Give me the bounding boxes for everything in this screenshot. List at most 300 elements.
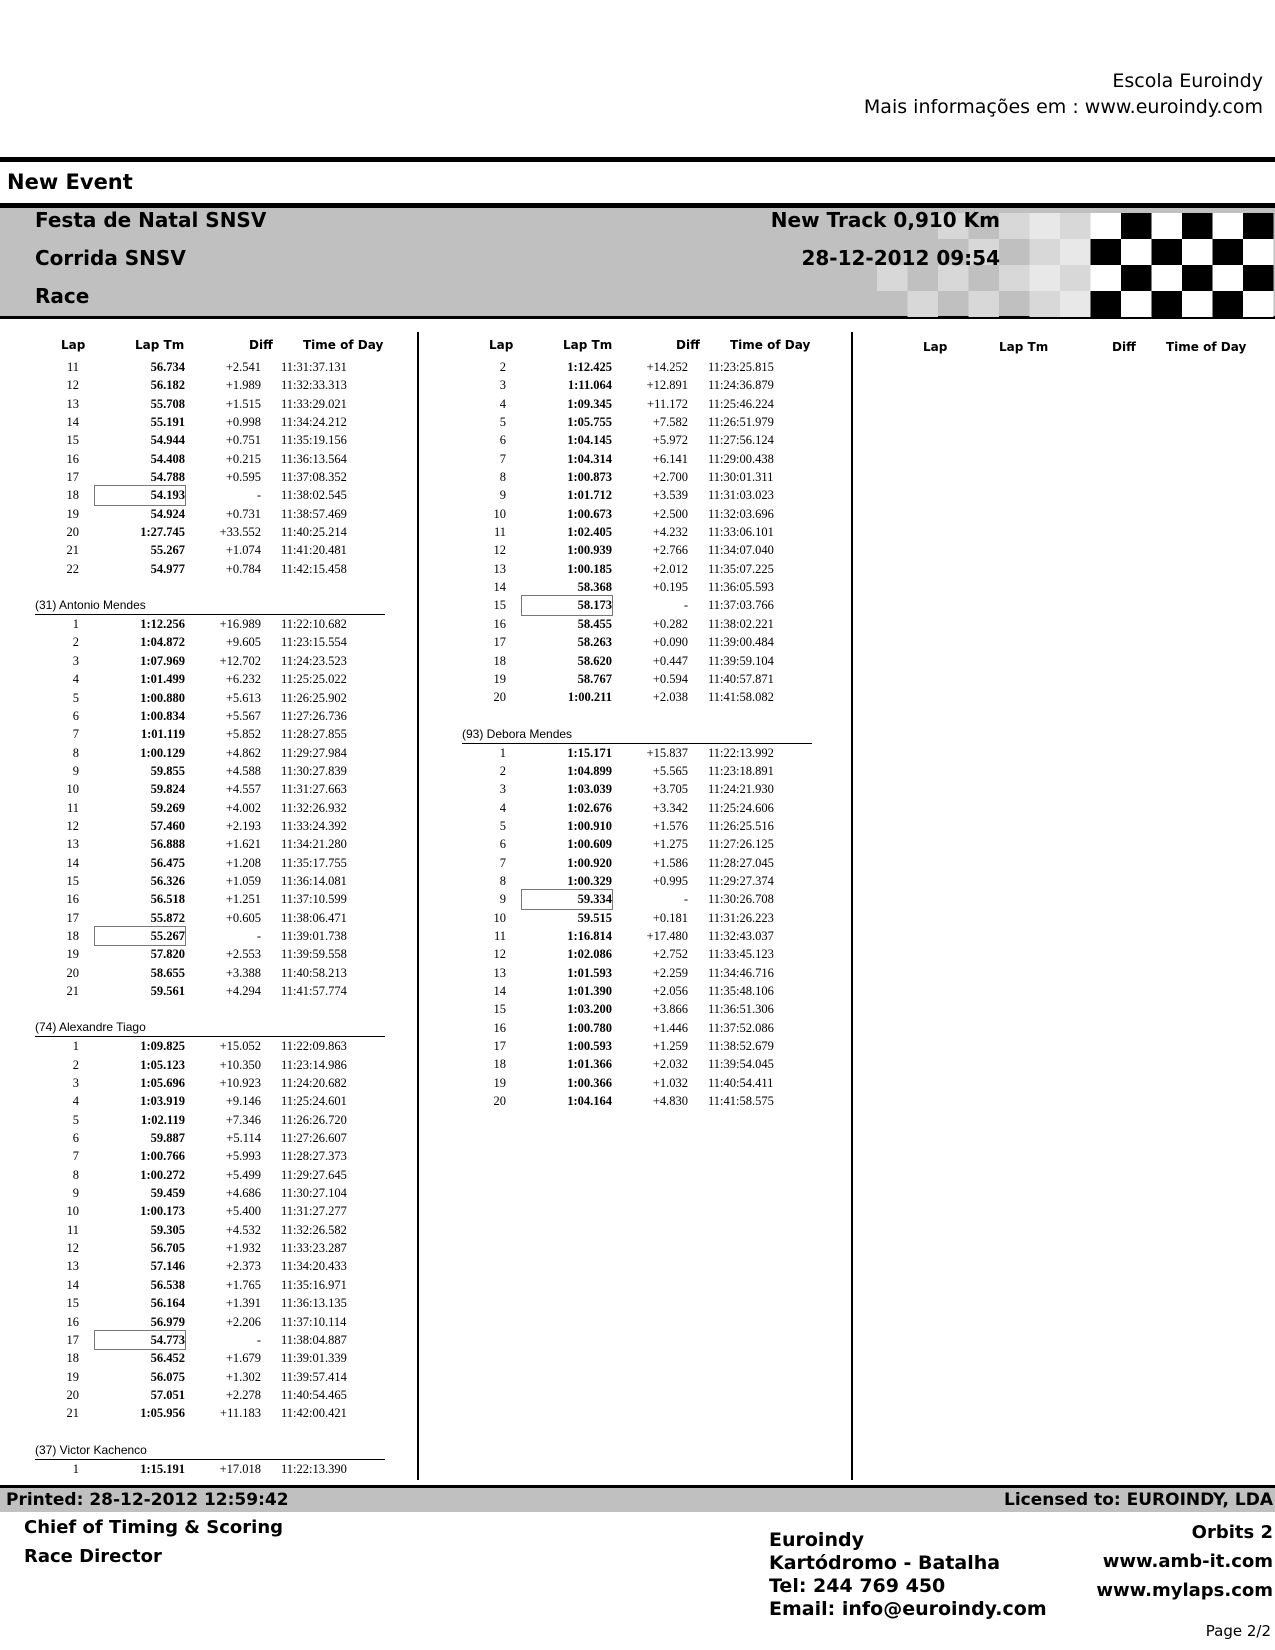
- lap-number: 16: [66, 892, 79, 907]
- lap-time: 1:00.129: [140, 745, 185, 760]
- lap-row: [35, 890, 385, 908]
- lap-row: [462, 505, 812, 523]
- lap-time: 59.561: [150, 984, 185, 998]
- lap-number: 11: [66, 1222, 79, 1237]
- lap-diff: -: [256, 928, 261, 943]
- lap-diff: +1.989: [225, 378, 261, 393]
- lap-row: [35, 1257, 385, 1275]
- lap-diff: +2.373: [225, 1259, 261, 1274]
- time-of-day: 11:36:05.593: [708, 580, 774, 595]
- lap-time: 1:00.780: [567, 1020, 612, 1035]
- lap-time: 1:01.366: [567, 1057, 612, 1072]
- lap-time: 1:16.814: [567, 928, 612, 943]
- lap-time: 54.193: [95, 486, 185, 504]
- lap-row: [35, 1202, 385, 1220]
- lap-diff: +15.052: [219, 1039, 261, 1054]
- lap-diff: +1.259: [652, 1039, 688, 1054]
- lap-number: 7: [499, 451, 506, 466]
- lap-row: [35, 1056, 385, 1074]
- license-info: Licensed to: EUROINDY, LDA: [1004, 1490, 1273, 1510]
- lap-number: 15: [66, 873, 79, 888]
- checker-square: [1182, 291, 1213, 317]
- venue-info: [769, 1529, 1047, 1621]
- lap-diff: -: [256, 1332, 261, 1347]
- event-datetime: 28-12-2012 09:54: [801, 246, 1000, 270]
- lap-number: 2: [499, 360, 506, 374]
- lap-time: 1:05.696: [140, 1076, 185, 1091]
- best-lap-row: [462, 890, 812, 908]
- lap-number: 1: [72, 617, 79, 632]
- lap-row: [35, 523, 385, 541]
- time-of-day: 11:40:54.465: [281, 1387, 347, 1402]
- checker-square: [1060, 239, 1091, 265]
- lap-number: 6: [72, 1131, 79, 1146]
- lap-diff: -: [256, 488, 261, 503]
- lap-diff: +4.294: [225, 984, 261, 998]
- lap-diff: +1.208: [225, 855, 261, 870]
- lap-time: 57.051: [150, 1387, 185, 1402]
- lap-diff: +10.350: [219, 1057, 261, 1072]
- lap-time: 1:03.039: [567, 782, 612, 797]
- lap-number: 2: [499, 763, 506, 778]
- lap-number: 18: [66, 488, 79, 503]
- lap-number: 16: [493, 616, 506, 631]
- event-title: New Event: [7, 170, 133, 194]
- lap-number: 13: [493, 965, 506, 980]
- lap-number: 9: [72, 763, 79, 778]
- lap-diff: +5.613: [225, 690, 261, 705]
- checker-square: [1091, 291, 1122, 317]
- time-of-day: 11:27:26.736: [281, 708, 347, 723]
- checker-square: [1121, 213, 1152, 239]
- lap-number: 15: [66, 1296, 79, 1311]
- lap-time: 56.475: [150, 855, 185, 870]
- lap-time: 56.888: [150, 837, 185, 852]
- lap-number: 2: [72, 635, 79, 650]
- time-of-day: 11:30:01.311: [708, 470, 774, 485]
- time-of-day: 11:27:26.125: [708, 837, 774, 852]
- lap-number: 1: [72, 1461, 79, 1476]
- lap-time: 55.708: [150, 396, 185, 411]
- time-of-day: 11:39:54.045: [708, 1057, 774, 1072]
- lap-diff: +2.553: [225, 947, 261, 962]
- lap-row: [35, 1166, 385, 1184]
- checker-square: [1152, 213, 1183, 239]
- top-rule: [0, 157, 1275, 162]
- lap-time: 57.460: [150, 818, 185, 833]
- lap-row: [462, 1074, 812, 1092]
- lap-diff: +0.090: [652, 635, 688, 650]
- time-of-day: 11:30:27.104: [281, 1186, 347, 1201]
- lap-row: [462, 799, 812, 817]
- time-of-day: 11:37:52.086: [708, 1020, 774, 1035]
- time-of-day: 11:37:03.766: [708, 598, 774, 613]
- lap-number: 18: [493, 1057, 506, 1072]
- lap-number: 14: [66, 415, 79, 430]
- time-of-day: 11:31:37.131: [281, 360, 347, 374]
- venue-tel: Tel: 244 769 450: [769, 1575, 946, 1597]
- lap-diff: +4.686: [225, 1186, 261, 1201]
- lap-number: 1: [499, 745, 506, 760]
- lap-diff: +2.193: [225, 818, 261, 833]
- lap-time: 1:00.609: [567, 837, 612, 852]
- lap-row: [35, 1386, 385, 1404]
- lap-number: 7: [72, 727, 79, 742]
- lap-diff: +0.731: [225, 506, 261, 521]
- lap-diff: +5.499: [225, 1167, 261, 1182]
- time-of-day: 11:34:21.280: [281, 837, 347, 852]
- lap-row: [35, 1092, 385, 1110]
- lap-row: [35, 560, 385, 578]
- time-of-day: 11:42:15.458: [281, 561, 347, 576]
- lap-time: 1:02.086: [567, 947, 612, 962]
- lap-diff: +1.446: [652, 1020, 688, 1035]
- lap-time: 54.924: [150, 506, 185, 521]
- lap-number: 19: [493, 671, 506, 686]
- event-name: Festa de Natal SNSV: [35, 208, 267, 232]
- checker-square: [908, 291, 939, 317]
- checker-square: [1060, 213, 1091, 239]
- time-of-day: 11:35:16.971: [281, 1277, 347, 1292]
- lap-diff: +0.595: [225, 470, 261, 485]
- header-info: [864, 68, 1263, 120]
- lap-diff: +0.282: [652, 616, 688, 631]
- lap-diff: +4.532: [225, 1222, 261, 1237]
- lap-number: 8: [499, 470, 506, 485]
- lap-diff: +2.278: [225, 1387, 261, 1402]
- lap-row: [35, 872, 385, 890]
- lap-time: 54.408: [150, 451, 185, 466]
- lap-row: [462, 1092, 812, 1110]
- lap-row: [462, 872, 812, 890]
- lap-diff: +0.447: [652, 653, 688, 668]
- lap-time: 54.773: [95, 1331, 185, 1349]
- lap-diff: +3.539: [652, 488, 688, 503]
- lap-row: [462, 450, 812, 468]
- checker-square: [1213, 239, 1244, 265]
- time-of-day: 11:38:57.469: [281, 506, 347, 521]
- time-of-day: 11:40:25.214: [281, 525, 347, 540]
- lap-number: 22: [66, 561, 79, 576]
- lap-row: [35, 835, 385, 853]
- lap-diff: +12.702: [219, 653, 261, 668]
- best-lap-row: [35, 927, 385, 945]
- lap-number: 15: [66, 433, 79, 448]
- lap-number: 19: [66, 947, 79, 962]
- lap-diff: +2.752: [652, 947, 688, 962]
- lap-time: 1:01.119: [140, 727, 185, 742]
- lap-row: [35, 670, 385, 688]
- time-of-day: 11:39:01.339: [281, 1351, 347, 1366]
- lap-number: 21: [66, 984, 79, 998]
- lap-row: [462, 854, 812, 872]
- lap-diff: +1.251: [225, 892, 261, 907]
- time-of-day: 11:34:20.433: [281, 1259, 347, 1274]
- checker-square: [1091, 239, 1122, 265]
- lap-time: 54.788: [150, 470, 185, 485]
- lap-diff: +5.993: [225, 1149, 261, 1164]
- lap-time: 1:00.593: [567, 1039, 612, 1054]
- time-of-day: 11:32:26.932: [281, 800, 347, 815]
- checker-square: [1243, 265, 1274, 291]
- lap-number: 15: [493, 598, 506, 613]
- checker-square: [999, 213, 1030, 239]
- time-of-day: 11:31:27.663: [281, 782, 347, 797]
- lap-time: 1:00.834: [140, 708, 185, 723]
- best-lap-row: [462, 596, 812, 614]
- lap-number: 9: [499, 488, 506, 503]
- checker-square: [1243, 239, 1274, 265]
- lap-time: 1:02.405: [567, 525, 612, 540]
- lap-diff: +11.172: [647, 396, 688, 411]
- time-of-day: 11:22:13.992: [708, 745, 774, 760]
- lap-row: [462, 670, 812, 688]
- time-of-day: 11:36:13.135: [281, 1296, 347, 1311]
- lap-time: 56.979: [150, 1314, 185, 1329]
- lap-number: 11: [66, 360, 79, 374]
- lap-diff: +10.923: [219, 1076, 261, 1091]
- time-of-day: 11:25:24.606: [708, 800, 774, 815]
- time-of-day: 11:29:27.374: [708, 873, 774, 888]
- lap-diff: +1.302: [225, 1369, 261, 1384]
- lap-diff: +0.195: [652, 580, 688, 595]
- time-of-day: 11:33:29.021: [281, 396, 347, 411]
- checker-square: [1091, 213, 1122, 239]
- lap-diff: +1.576: [652, 818, 688, 833]
- lap-diff: +0.998: [225, 415, 261, 430]
- lap-number: 20: [66, 1387, 79, 1402]
- lap-number: 17: [66, 910, 79, 925]
- time-of-day: 11:31:03.023: [708, 488, 774, 503]
- lap-row: [35, 1294, 385, 1312]
- checker-square: [1213, 265, 1244, 291]
- lap-diff: +4.588: [225, 763, 261, 778]
- lap-time: 1:00.673: [567, 506, 612, 521]
- lap-time: 56.326: [150, 873, 185, 888]
- time-of-day: 11:29:00.438: [708, 451, 774, 466]
- lap-time: 1:04.314: [567, 451, 612, 466]
- lap-time: 56.518: [150, 892, 185, 907]
- col-tod: Time of Day: [303, 338, 384, 352]
- lap-row: [35, 431, 385, 449]
- time-of-day: 11:42:00.421: [281, 1406, 347, 1421]
- lap-row: [35, 633, 385, 651]
- lap-row: [35, 1239, 385, 1257]
- time-of-day: 11:23:14.986: [281, 1057, 347, 1072]
- lap-number: 15: [493, 1002, 506, 1017]
- lap-number: 14: [66, 1277, 79, 1292]
- lap-number: 11: [66, 800, 79, 815]
- time-of-day: 11:40:58.213: [281, 965, 347, 980]
- time-of-day: 11:24:23.523: [281, 653, 347, 668]
- lap-row: [35, 1147, 385, 1165]
- lap-number: 13: [66, 1259, 79, 1274]
- lap-diff: +1.586: [652, 855, 688, 870]
- lap-row: [462, 982, 812, 1000]
- checker-square: [1182, 213, 1213, 239]
- lap-row: [35, 799, 385, 817]
- lap-time: 1:01.390: [567, 984, 612, 998]
- lap-diff: +3.705: [652, 782, 688, 797]
- lap-row: [462, 358, 812, 376]
- lap-time: 59.459: [150, 1186, 185, 1201]
- lap-diff: +1.074: [225, 543, 261, 558]
- lap-number: 17: [493, 635, 506, 650]
- col-diff: Diff: [249, 338, 273, 352]
- lap-number: 20: [493, 1094, 506, 1109]
- lap-diff: +2.032: [652, 1057, 688, 1072]
- time-of-day: 11:41:58.575: [708, 1094, 774, 1109]
- lap-time: 56.164: [150, 1296, 185, 1311]
- lap-number: 4: [499, 396, 506, 411]
- lap-time: 1:00.366: [567, 1075, 612, 1090]
- lap-diff: +5.565: [652, 763, 688, 778]
- lap-number: 6: [499, 433, 506, 448]
- web-link-mylaps: www.mylaps.com: [1096, 1580, 1273, 1601]
- lap-row: [35, 945, 385, 963]
- lap-number: 13: [493, 561, 506, 576]
- checker-square: [1243, 291, 1274, 317]
- col-tod: Time of Day: [1166, 340, 1247, 354]
- time-of-day: 11:40:54.411: [708, 1075, 774, 1090]
- lap-row: [35, 689, 385, 707]
- lap-number: 17: [493, 1039, 506, 1054]
- lap-row: [462, 927, 812, 945]
- time-of-day: 11:32:26.582: [281, 1222, 347, 1237]
- time-of-day: 11:31:27.277: [281, 1204, 347, 1219]
- lap-number: 18: [66, 928, 79, 943]
- lap-time: 1:00.173: [140, 1204, 185, 1219]
- col-tod: Time of Day: [730, 338, 811, 352]
- time-of-day: 11:30:27.839: [281, 763, 347, 778]
- lap-time: 1:04.145: [567, 433, 612, 448]
- time-of-day: 11:26:51.979: [708, 415, 774, 430]
- lap-diff: +5.114: [226, 1131, 261, 1146]
- time-of-day: 11:31:26.223: [708, 910, 774, 925]
- checker-square: [1213, 291, 1244, 317]
- lap-time: 58.620: [577, 653, 612, 668]
- time-of-day: 11:24:21.930: [708, 782, 774, 797]
- lap-number: 13: [66, 396, 79, 411]
- column-divider: [417, 332, 419, 1480]
- checker-square: [969, 291, 1000, 317]
- lap-diff: +1.621: [225, 837, 261, 852]
- printed-date: Printed: 28-12-2012 12:59:42: [6, 1490, 289, 1510]
- lap-number: 11: [493, 525, 506, 540]
- time-of-day: 11:26:25.516: [708, 818, 774, 833]
- lap-row: [462, 1000, 812, 1018]
- session-name: Corrida SNSV: [35, 246, 186, 270]
- chief-timing: Chief of Timing & Scoring: [24, 1517, 284, 1538]
- driver-name: (31) Antonio Mendes: [35, 596, 385, 615]
- lap-row: [35, 615, 385, 633]
- lap-row: [35, 744, 385, 762]
- lap-time: 56.734: [150, 360, 185, 374]
- lap-row: [35, 1129, 385, 1147]
- lap-time: 1:03.200: [567, 1002, 612, 1017]
- lap-time: 59.515: [577, 910, 612, 925]
- lap-time: 1:00.910: [567, 818, 612, 833]
- lap-diff: +2.038: [652, 690, 688, 705]
- lap-number: 18: [66, 1351, 79, 1366]
- time-of-day: 11:37:10.599: [281, 892, 347, 907]
- time-of-day: 11:35:48.106: [708, 984, 774, 998]
- lap-number: 14: [493, 580, 506, 595]
- lap-time: 56.452: [150, 1351, 185, 1366]
- time-of-day: 11:26:26.720: [281, 1112, 347, 1127]
- lap-time: 58.173: [522, 596, 612, 614]
- lap-time: 55.191: [150, 415, 185, 430]
- lap-diff: +12.891: [646, 378, 688, 393]
- lap-row: [462, 486, 812, 504]
- lap-time: 1:15.191: [140, 1461, 185, 1476]
- lap-row: [462, 909, 812, 927]
- time-of-day: 11:26:25.902: [281, 690, 347, 705]
- time-of-day: 11:33:45.123: [708, 947, 774, 962]
- lap-number: 17: [66, 470, 79, 485]
- lap-time: 58.655: [150, 965, 185, 980]
- checker-square: [1121, 265, 1152, 291]
- driver-name: (74) Alexandre Tiago: [35, 1018, 385, 1037]
- lap-row: [35, 1221, 385, 1239]
- time-of-day: 11:33:24.392: [281, 818, 347, 833]
- lap-row: [35, 1037, 385, 1055]
- time-of-day: 11:36:14.081: [281, 873, 347, 888]
- lap-number: 3: [499, 782, 506, 797]
- lap-number: 20: [493, 690, 506, 705]
- lap-number: 21: [66, 1406, 79, 1421]
- lap-time: 59.269: [150, 800, 185, 815]
- lap-number: 19: [66, 506, 79, 521]
- lap-row: [462, 395, 812, 413]
- lap-diff: +9.146: [225, 1094, 261, 1109]
- lap-time: 1:04.164: [567, 1094, 612, 1109]
- lap-row: [462, 615, 812, 633]
- time-of-day: 11:33:23.287: [281, 1241, 347, 1256]
- time-of-day: 11:38:52.679: [708, 1039, 774, 1054]
- lap-number: 16: [66, 451, 79, 466]
- checker-square: [1121, 239, 1152, 265]
- driver-name: (93) Debora Mendes: [462, 725, 812, 744]
- lap-number: 3: [72, 653, 79, 668]
- lap-row: [35, 1404, 385, 1422]
- column-divider: [851, 332, 853, 1480]
- checker-square: [1030, 265, 1061, 291]
- lap-number: 2: [72, 1057, 79, 1072]
- lap-time: 58.263: [577, 635, 612, 650]
- lap-time: 57.820: [150, 947, 185, 962]
- lap-row: [462, 1019, 812, 1037]
- lap-diff: -: [683, 892, 688, 907]
- lap-time: 59.305: [150, 1222, 185, 1237]
- lap-row: [462, 688, 812, 706]
- time-of-day: 11:33:06.101: [708, 525, 774, 540]
- lap-time: 1:02.676: [567, 800, 612, 815]
- lap-time: 1:27.745: [140, 525, 185, 540]
- checker-square: [1152, 239, 1183, 265]
- lap-time: 1:00.272: [140, 1167, 185, 1182]
- time-of-day: 11:35:19.156: [281, 433, 347, 448]
- lap-diff: +1.932: [225, 1241, 261, 1256]
- lap-row: [35, 762, 385, 780]
- lap-diff: +4.830: [652, 1094, 688, 1109]
- checker-square: [1030, 239, 1061, 265]
- col-laptime: Lap Tm: [135, 338, 185, 352]
- page-number: Page 2/2: [1205, 1622, 1271, 1640]
- lap-diff: +1.679: [225, 1351, 261, 1366]
- time-of-day: 11:30:26.708: [708, 892, 774, 907]
- lap-number: 6: [72, 708, 79, 723]
